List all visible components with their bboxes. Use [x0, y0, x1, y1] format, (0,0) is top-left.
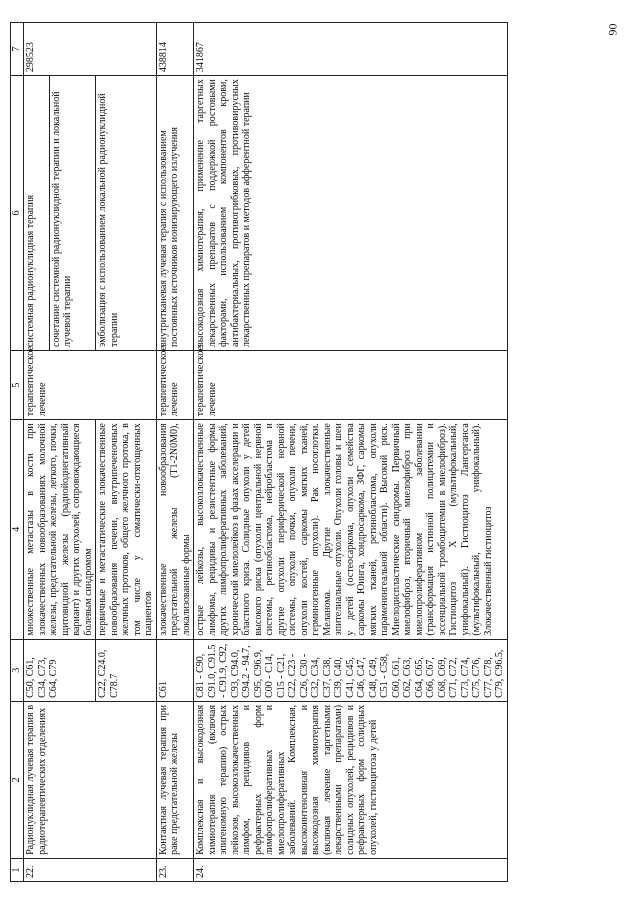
treatment-method: эмболизация с использованием локальной радионуклидной терапии — [96, 76, 157, 351]
treatment-method: высокодозная химиотерапия, применение таргетных лекарственных препаратов с поддержкой ростовыми факторами, использованием компонентов крови, антибактериальных, противогрибковых, противовирусных лекарственных препаратов и методов афферентной терапии — [194, 76, 508, 351]
icd-codes: C61 — [156, 639, 194, 701]
treatment-table — [10, 22, 508, 882]
column-header: 3 — [11, 639, 24, 701]
column-header: 2 — [11, 701, 24, 858]
column-header: 5 — [11, 350, 24, 419]
treatment-method: сочетание системной радионуклидной терапии и локальной лучевой терапии — [49, 76, 95, 351]
page-number: 90 — [605, 23, 620, 36]
care-type: Контактная лучевая терапия при раке предстательной железы — [156, 701, 194, 858]
cost: 341867 — [194, 23, 508, 76]
diagnosis: острые лейкозы, высокозлокачественные лимфомы, рецидивы и резистентные формы других лимфопролиферативных заболеваний, хронический миелолейкоз в фазах акселерации и бластного криза. Солидные опухоли у детей высокого риска (опухоли центральной нервной системы, ретинобластома, нейробластома и другие опухоли периферической нервной системы, опухоли почки, опухоли печени, опухоли костей, саркомы мягких тканей, герминогенные опухоли). Рак носоглотки. Меланома. Другие злокачественные эпителиальные опухоли. Опухоли головы и шеи у детей (остеосаркома, опухоли семейства саркомы Юинга, хондросаркома, ЗФГ, саркомы мягких тканей, ретинобластома, опухоли параменингеальной области). Высокий риск. Миелодиспластические синдромы. Первичный миелофиброз, вторичный миелофиброз при миелопролиферативном заболевании (трансформация истинной полицитемии и эссенциальной тромбоцитемии в миелофиброз). Гистиоцитоз X (мультифокальный, унифокальный). Гистиоцитоз Лангерганса (мультифокальный, унифокальный). Злокачественный гистиоцитоз — [194, 420, 508, 639]
diagnosis: множественные метастазы в кости при злокачественных новообразованиях молочной железы, предстательной железы, легкого, почки, щитовидной железы (радиойоднегативный вариант) и других опухолей, сопровождающиеся болевым синдромом — [24, 420, 96, 639]
row-number: 23. — [156, 858, 194, 881]
cost: 298523 — [24, 23, 157, 76]
icd-codes: C81 - C90, C91.0, C91.5 - C91.9, C92, C93, C94.0, C94.2 - 94.7, C95, C96.9, C00 - C14, C15 - C21, C22, C23 - C26, C30 - C32, C34, C37, C38, C39, C40, C41, C45, C46, C47, C48, C49, C51 - C58, C60, C61, C62, C63, C64, C65, C66, C67, C68, C69, C71, C72, C73, C74, C75, C76, C77, C78, C79, C96.5, — [194, 639, 508, 701]
column-header: 4 — [11, 420, 24, 639]
care-type: Комплексная и высокодозная химиотерапия (включая эпигеномную терапию) острых лейкозов, высокозлокачественных лимфом, рецидивов и рефрактерных форм лимфопролиферативных и миелопролиферативных заболеваний. Комплексная, высокоинтенсивная и высокодозная химиотерапия (включая лечение таргетными лекарственными препаратами) солидных опухолей, рецидивов и рефрактерных форм солидных опухолей, гистиоцитоза у детей — [194, 701, 508, 858]
table-row — [24, 23, 50, 882]
treatment-method: системная радионуклидная терапия — [24, 76, 50, 351]
header-row — [11, 23, 24, 882]
row-number: 24. — [194, 858, 508, 881]
icd-codes: C50, C61, C34, C73, C64, C79 — [24, 639, 96, 701]
cost: 438814 — [156, 23, 194, 76]
diagnosis: злокачественные новообразования предстательной железы (T1-2N0M0), локализованные формы — [156, 420, 194, 639]
icd-codes: C22, C24.0, C78.7 — [96, 639, 157, 701]
rotated-page — [10, 22, 610, 882]
column-header: 6 — [11, 76, 24, 351]
patient-model: терапевтическое лечение — [24, 350, 157, 419]
column-header: 1 — [11, 858, 24, 881]
table-row — [194, 23, 508, 882]
patient-model: терапевтическое лечение — [194, 350, 508, 419]
table-row — [156, 23, 194, 882]
diagnosis: первичные и метастатические злокачественные новообразования печени, внутрипеченочных желчных протоков, общего желчного протока, в том числе у соматически-отягощенных пациентов — [96, 420, 157, 639]
column-header: 7 — [11, 23, 24, 76]
treatment-method: внутритканевая лучевая терапия с использованием постоянных источников ионизирующего излучения — [156, 76, 194, 351]
patient-model: терапевтическое лечение — [156, 350, 194, 419]
row-number: 22. — [24, 858, 157, 881]
care-type: Радионуклидная лучевая терапия в радиотерапевтических отделениях — [24, 701, 157, 858]
